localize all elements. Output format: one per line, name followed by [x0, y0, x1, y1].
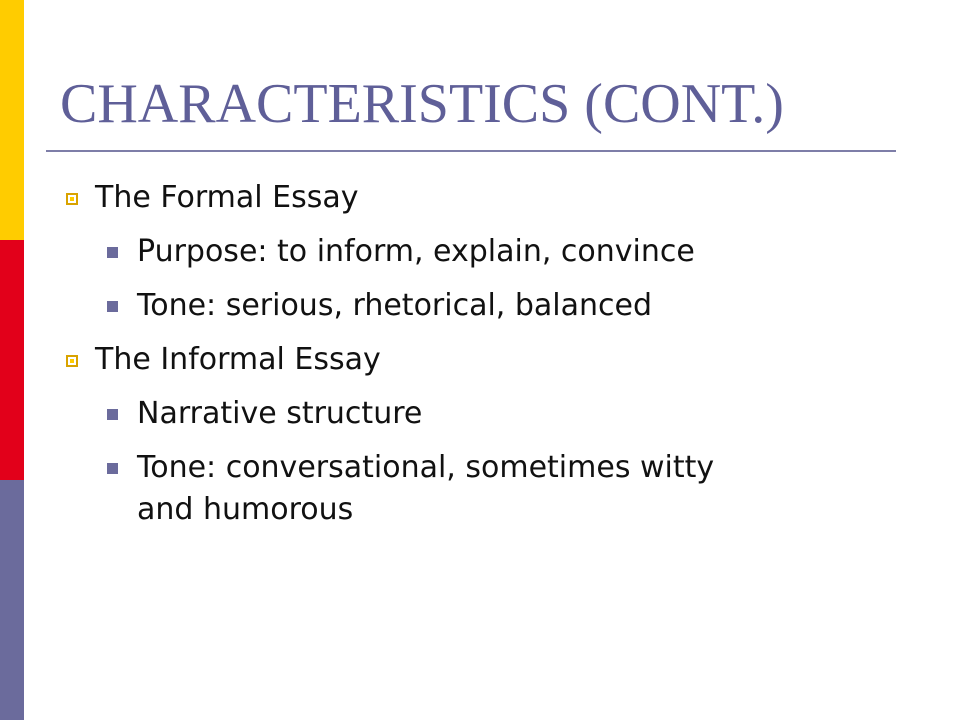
bullet-formal-essay: The Formal Essay [95, 180, 359, 215]
sub-bullet-purpose: Purpose: to inform, explain, convince [137, 234, 695, 269]
sub-bullet-tone-formal: Tone: serious, rhetorical, balanced [137, 288, 653, 323]
slide-title: CHARACTERISTICS (CONT.) [60, 73, 784, 135]
hollow-square-icon [66, 193, 78, 205]
filled-square-icon [107, 463, 118, 474]
filled-square-icon [107, 247, 118, 258]
filled-square-icon [107, 301, 118, 312]
bullet-informal-essay: The Informal Essay [95, 342, 381, 377]
sub-bullet-narrative: Narrative structure [137, 396, 423, 431]
sub-bullet-tone-informal: Tone: conversational, sometimes witty [137, 450, 715, 485]
filled-square-icon [107, 409, 118, 420]
hollow-square-icon [66, 355, 78, 367]
sub-bullet-tone-informal-continuation: and humorous [137, 492, 354, 527]
